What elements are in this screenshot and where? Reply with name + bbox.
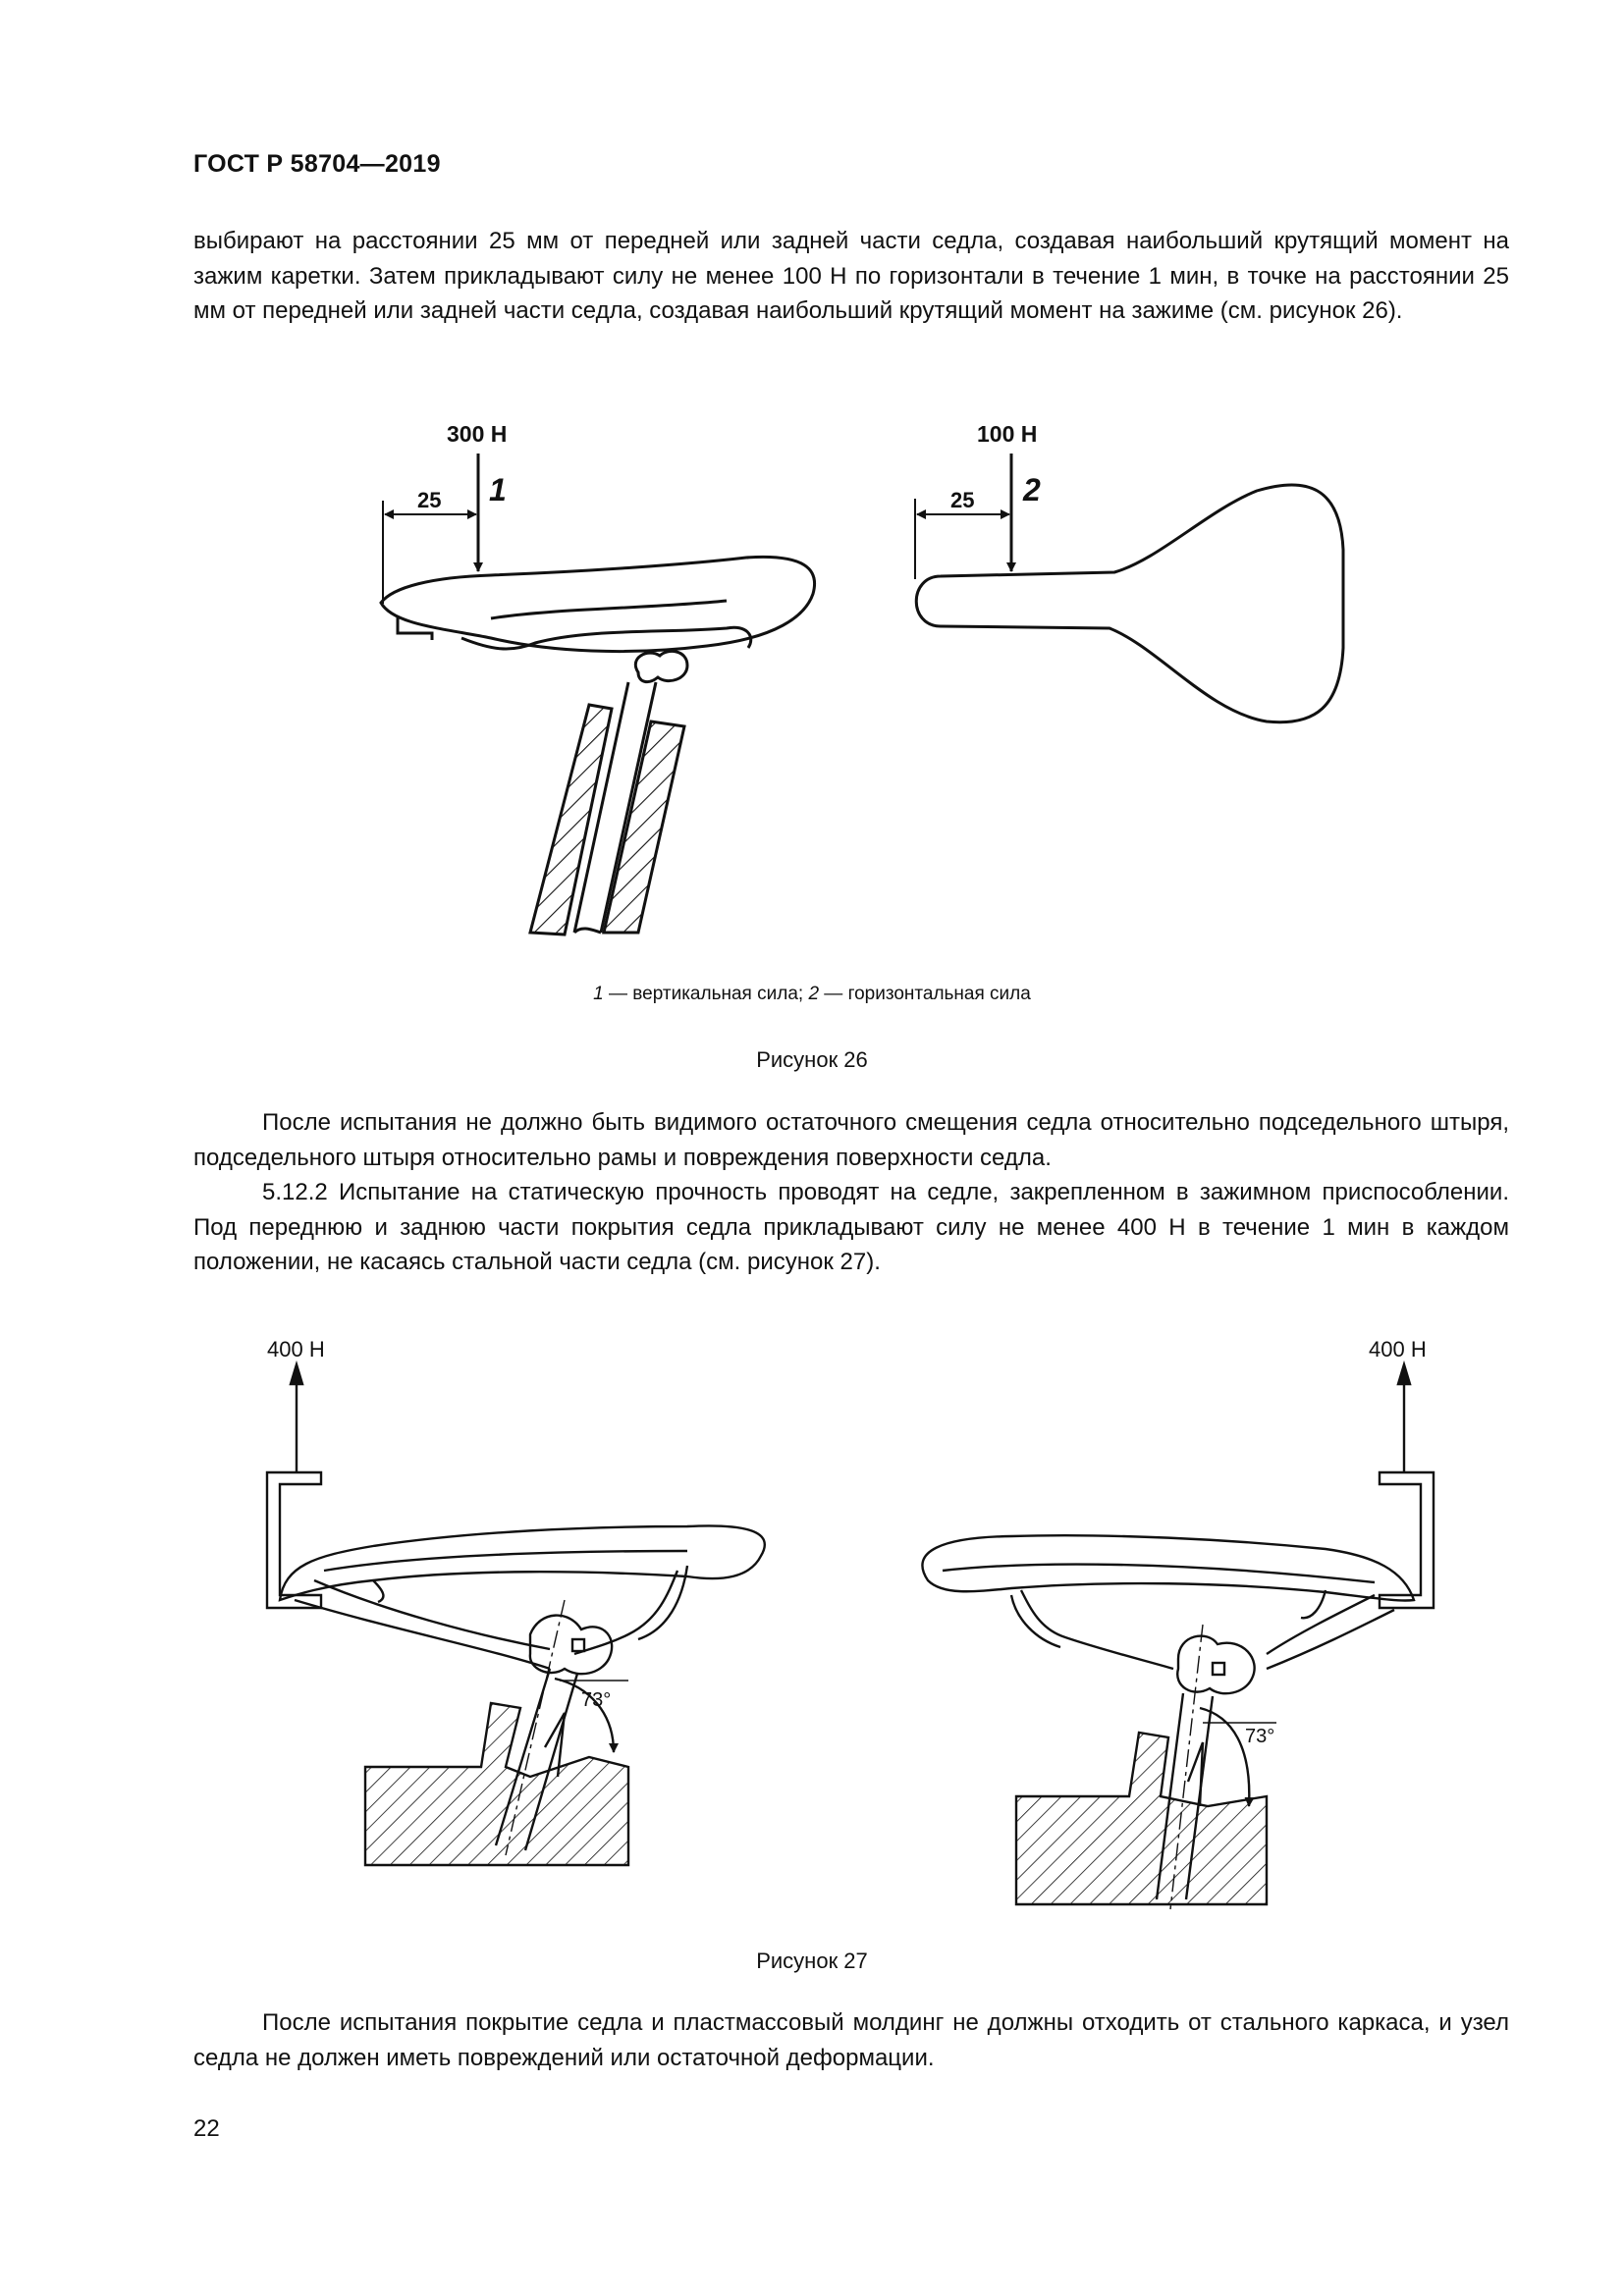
arrow-head	[291, 1364, 302, 1384]
saddle-front-rail	[1021, 1590, 1173, 1669]
seat-clamp-right	[1177, 1636, 1254, 1694]
paragraph-2: После испытания не должно быть видимого остаточного смещения седла относительно подседельного штыря, подседельного штыря относительно рамы и повреждения поверхности седла.	[193, 1109, 1509, 1171]
saddle-cover-left	[280, 1525, 765, 1600]
angle-label-right: 73°	[1245, 1726, 1275, 1747]
clamp-bolt	[572, 1639, 584, 1651]
saddle-edge	[943, 1565, 1375, 1582]
paragraph-1: выбирают на расстоянии 25 мм от передней или задней части седла, создавая наибольший крутящий момент на зажим каретки. Затем прикладывают силу не менее 100 Н по горизонтали в течение 1 мин, в точке на расстоянии 25 мм от передней или задней части седла, создавая наибольший крутящий момент на зажиме (см. рисунок 26).	[193, 228, 1509, 324]
figure-27-caption: Рисунок 27	[756, 1949, 868, 1973]
legend-text-2: — горизонтальная сила	[819, 984, 1031, 1004]
dimension-label-25: 25	[950, 488, 975, 512]
saddle-rail	[295, 1600, 550, 1669]
saddle-top-view	[916, 485, 1343, 722]
seat-clamp-left	[530, 1616, 612, 1675]
saddle-cover-right	[922, 1535, 1414, 1600]
figure-27	[0, 1315, 1624, 1924]
document-header: ГОСТ Р 58704—2019	[193, 150, 441, 178]
legend-number-1: 1	[593, 984, 604, 1004]
marker-1: 1	[489, 472, 507, 507]
rail-bend	[1301, 1590, 1326, 1618]
seat-clamp	[635, 651, 687, 681]
figure-26-legend	[0, 984, 1624, 1005]
arrow-head	[1398, 1364, 1410, 1384]
legend-number-2: 2	[808, 984, 820, 1004]
frame-tube-wall	[604, 721, 684, 933]
saddle-edge	[324, 1551, 687, 1571]
angle-label-left: 73°	[581, 1689, 612, 1711]
page-number: 22	[193, 2115, 220, 2142]
fixture-base-left	[365, 1703, 628, 1865]
load-bracket-left	[267, 1472, 321, 1608]
force-label-400-right: 400 Н	[1369, 1337, 1427, 1362]
force-label-300: 300 Н	[447, 421, 508, 447]
figure-26-caption: Рисунок 26	[756, 1047, 868, 1072]
paragraph-3: 5.12.2 Испытание на статическую прочность проводят на седле, закрепленном в зажимном приспособлении. Под переднюю и заднюю части покрытия седла прикладывают силу не менее 400 Н в течение 1 мин в каждом положении, не касаясь стальной части седла (см. рисунок 27).	[193, 1179, 1509, 1275]
load-bracket-right	[1380, 1472, 1434, 1608]
figure-26	[0, 402, 1624, 972]
legend-text-1: — вертикальная сила;	[603, 984, 809, 1004]
force-label-100: 100 Н	[977, 421, 1038, 447]
marker-2: 2	[1023, 472, 1041, 507]
paragraph-4: После испытания покрытие седла и пластмассовый молдинг не должны отходить от стального каркаса, и узел седла не должен иметь повреждений или остаточной деформации.	[193, 2009, 1509, 2071]
rail-bend	[373, 1580, 383, 1602]
dimension-label-25: 25	[417, 488, 442, 512]
saddle-front-rail	[1011, 1595, 1060, 1647]
saddle-rear-rail	[574, 1571, 677, 1654]
force-label-400-left: 400 Н	[267, 1337, 325, 1362]
fixture-base-right	[1016, 1733, 1267, 1904]
clamp-bolt	[1213, 1663, 1224, 1675]
saddle-seam	[491, 601, 727, 618]
fixture-slot	[1188, 1742, 1203, 1806]
seat-post-end	[574, 929, 601, 933]
